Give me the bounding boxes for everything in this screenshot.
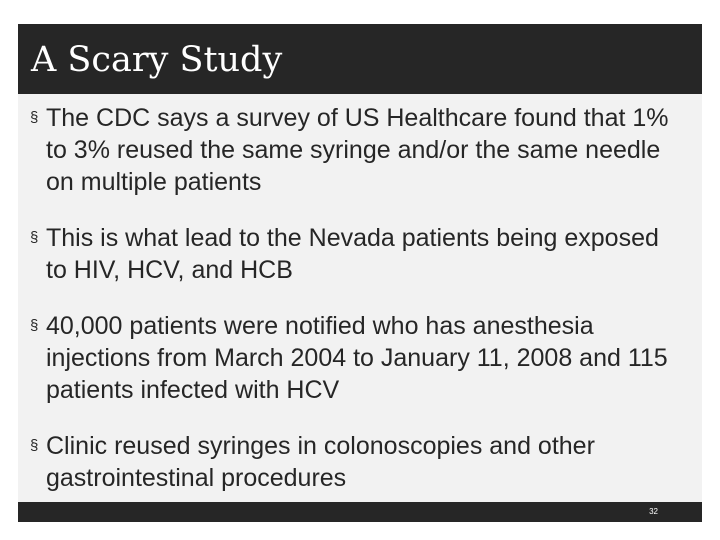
bullet-item xyxy=(30,222,685,286)
bullet-marker-icon: § xyxy=(30,109,39,126)
bullet-item xyxy=(30,430,685,494)
bullet-text: 40,000 patients were notified who has anesthesia injections from March 2004 to January 11, 2008 and 115 patients infected with HCV xyxy=(46,312,668,404)
bullet-text: The CDC says a survey of US Healthcare found that 1% to 3% reused the same syringe and/or the same needle on multiple patients xyxy=(46,104,669,196)
slide-title: A Scary Study xyxy=(31,40,283,80)
bullet-item xyxy=(30,310,685,406)
bullet-marker-icon: § xyxy=(30,229,39,246)
bullet-item xyxy=(30,102,685,198)
bullet-marker-icon: § xyxy=(30,317,39,334)
page-number: 32 xyxy=(649,507,658,516)
bullet-marker-icon: § xyxy=(30,437,39,454)
content-area xyxy=(18,94,702,502)
title-bar xyxy=(18,24,702,94)
bullet-list xyxy=(30,102,685,518)
bullet-text: Clinic reused syringes in colonoscopies and other gastrointestinal procedures xyxy=(46,432,595,492)
bullet-text: This is what lead to the Nevada patients being exposed to HIV, HCV, and HCB xyxy=(46,224,659,284)
footer-bar xyxy=(18,502,702,522)
